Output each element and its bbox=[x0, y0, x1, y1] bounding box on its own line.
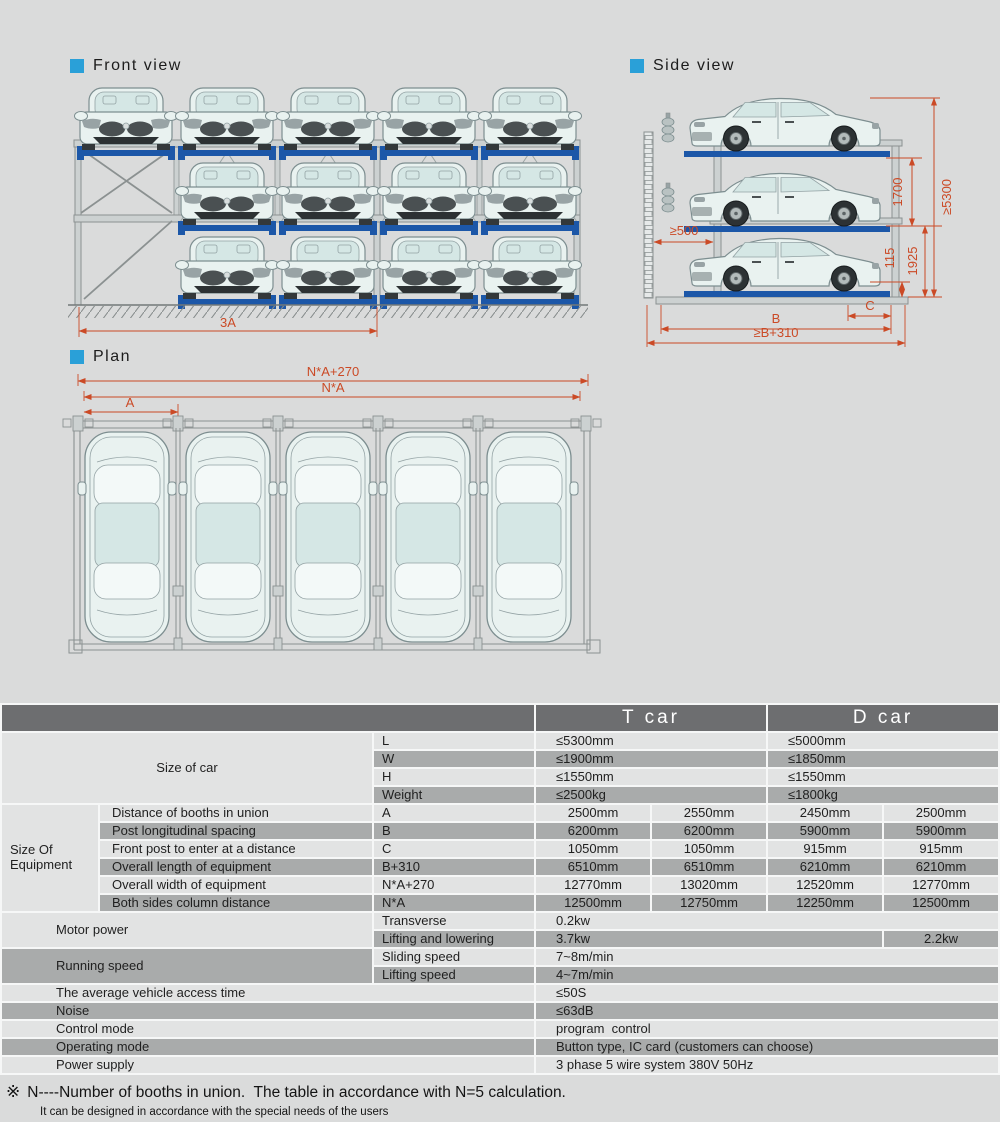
side-view-title: Side view bbox=[653, 57, 735, 74]
footnote-line1: N----Number of booths in union. The table in accordance with N=5 calculation. bbox=[27, 1084, 566, 1101]
dimension-label: 3A bbox=[220, 315, 236, 330]
car-front-view bbox=[479, 237, 582, 299]
car-front-view bbox=[378, 88, 481, 150]
t-car-value: ≤2500kg bbox=[536, 787, 766, 803]
dimension-label: A bbox=[125, 395, 135, 410]
car-front-view bbox=[479, 88, 582, 150]
car-front-view bbox=[176, 88, 279, 150]
plan-heading bbox=[70, 348, 131, 366]
d-car-value-2: 5900mm bbox=[884, 823, 998, 839]
t-car-value: ≤5300mm bbox=[536, 733, 766, 749]
t-car-value: ≤1550mm bbox=[536, 769, 766, 785]
row-label: Noise bbox=[2, 1003, 534, 1019]
d-car-value-2: 2.2kw bbox=[884, 931, 998, 947]
param-cell: Lifting speed bbox=[374, 967, 534, 983]
side-view-heading bbox=[630, 57, 735, 75]
header-empty-cell bbox=[2, 705, 534, 731]
d-car-value-2: 2500mm bbox=[884, 805, 998, 821]
dimension-label: ≥5300 bbox=[939, 178, 954, 216]
d-car-value-2: 12770mm bbox=[884, 877, 998, 893]
dimension-label: 115 bbox=[882, 247, 897, 269]
row-label: Operating mode bbox=[2, 1039, 534, 1055]
car-top-view bbox=[78, 432, 176, 642]
param-cell: L bbox=[374, 733, 534, 749]
header-t-car: T car bbox=[536, 705, 766, 731]
d-car-value: ≤5000mm bbox=[768, 733, 998, 749]
motor-power-label: Motor power bbox=[2, 913, 372, 947]
t-car-value-2: 12750mm bbox=[652, 895, 766, 911]
row-label: Control mode bbox=[2, 1021, 534, 1037]
t-car-value-1: 6200mm bbox=[536, 823, 650, 839]
value-cell: 0.2kw bbox=[536, 913, 998, 929]
value-cell: 3 phase 5 wire system 380V 50Hz bbox=[536, 1057, 998, 1073]
t-car-value-1: 6510mm bbox=[536, 859, 650, 875]
size-of-car-label: Size of car bbox=[2, 733, 372, 803]
car-front-view bbox=[277, 237, 380, 299]
param-cell: A bbox=[374, 805, 534, 821]
param-cell: H bbox=[374, 769, 534, 785]
front-view-drawing bbox=[68, 88, 588, 337]
legend-square-icon bbox=[630, 59, 644, 73]
d-car-value-2: 6210mm bbox=[884, 859, 998, 875]
size-of-equipment-label: Size Of Equipment bbox=[2, 805, 98, 911]
d-car-value-1: 5900mm bbox=[768, 823, 882, 839]
value-cell: 4~7m/min bbox=[536, 967, 998, 983]
car-front-view bbox=[378, 237, 481, 299]
value-cell: Button type, IC card (customers can choose) bbox=[536, 1039, 998, 1055]
d-car-value-1: 6210mm bbox=[768, 859, 882, 875]
d-car-value: ≤1850mm bbox=[768, 751, 998, 767]
plan-view-drawing bbox=[63, 364, 601, 653]
row-label: Power supply bbox=[2, 1057, 534, 1073]
d-car-value-1: 12250mm bbox=[768, 895, 882, 911]
d-car-value-1: 12520mm bbox=[768, 877, 882, 893]
footnote-line2: It can be designed in accordance with the special needs of the users bbox=[40, 1106, 389, 1118]
param-cell: W bbox=[374, 751, 534, 767]
footnote bbox=[6, 1082, 996, 1118]
dimension-label: N*A+270 bbox=[306, 364, 360, 379]
car-front-view bbox=[176, 237, 279, 299]
running-speed-label: Running speed bbox=[2, 949, 372, 983]
side-view-drawing bbox=[644, 98, 954, 347]
param-cell: Transverse bbox=[374, 913, 534, 929]
header-d-car: D car bbox=[768, 705, 998, 731]
t-car-value-2: 6200mm bbox=[652, 823, 766, 839]
dimension-label: 1925 bbox=[905, 246, 920, 276]
car-top-view bbox=[179, 432, 277, 642]
plan-title: Plan bbox=[93, 348, 132, 365]
dimension-label: ≥B+310 bbox=[753, 325, 799, 340]
value-cell: ≤63dB bbox=[536, 1003, 998, 1019]
dimension-label: 1700 bbox=[890, 177, 905, 207]
t-car-value-1: 1050mm bbox=[536, 841, 650, 857]
value-cell: ≤50S bbox=[536, 985, 998, 1001]
t-car-value-1: 12770mm bbox=[536, 877, 650, 893]
legend-square-icon bbox=[70, 350, 84, 364]
param-cell: N*A+270 bbox=[374, 877, 534, 893]
row-name: Post longitudinal spacing bbox=[100, 823, 372, 839]
param-cell: B bbox=[374, 823, 534, 839]
specification-table-wrap bbox=[0, 703, 1000, 1075]
d-car-value: ≤1800kg bbox=[768, 787, 998, 803]
car-side-view bbox=[690, 98, 880, 151]
t-car-value-2: 2550mm bbox=[652, 805, 766, 821]
t-car-value-2: 1050mm bbox=[652, 841, 766, 857]
front-view-title: Front view bbox=[93, 57, 182, 74]
dimension-label: N*A bbox=[321, 380, 345, 395]
param-cell: C bbox=[374, 841, 534, 857]
specification-table bbox=[0, 703, 1000, 1075]
d-car-value-1: 915mm bbox=[768, 841, 882, 857]
t-car-value-1: 12500mm bbox=[536, 895, 650, 911]
car-front-view bbox=[75, 88, 178, 150]
param-cell: Lifting and lowering bbox=[374, 931, 534, 947]
d-car-value: ≤1550mm bbox=[768, 769, 998, 785]
row-name: Front post to enter at a distance bbox=[100, 841, 372, 857]
t-car-value-1: 2500mm bbox=[536, 805, 650, 821]
d-car-value-2: 915mm bbox=[884, 841, 998, 857]
param-cell: Weight bbox=[374, 787, 534, 803]
param-cell: N*A bbox=[374, 895, 534, 911]
car-top-view bbox=[379, 432, 477, 642]
car-front-view bbox=[277, 163, 380, 225]
d-car-value-2: 12500mm bbox=[884, 895, 998, 911]
car-top-view bbox=[279, 432, 377, 642]
param-cell: Sliding speed bbox=[374, 949, 534, 965]
car-front-view bbox=[176, 163, 279, 225]
value-cell: 3.7kw bbox=[536, 931, 882, 947]
front-view-heading bbox=[70, 57, 182, 75]
t-car-value: ≤1900mm bbox=[536, 751, 766, 767]
value-cell: 7~8m/min bbox=[536, 949, 998, 965]
car-front-view bbox=[479, 163, 582, 225]
d-car-value-1: 2450mm bbox=[768, 805, 882, 821]
row-name: Both sides column distance bbox=[100, 895, 372, 911]
reference-mark-icon: ※ bbox=[6, 1082, 21, 1101]
row-name: Distance of booths in union bbox=[100, 805, 372, 821]
car-front-view bbox=[277, 88, 380, 150]
value-cell: program control bbox=[536, 1021, 998, 1037]
row-name: Overall width of equipment bbox=[100, 877, 372, 893]
car-top-view bbox=[480, 432, 578, 642]
car-front-view bbox=[378, 163, 481, 225]
t-car-value-2: 6510mm bbox=[652, 859, 766, 875]
row-label: The average vehicle access time bbox=[2, 985, 534, 1001]
param-cell: B+310 bbox=[374, 859, 534, 875]
dimension-label: B bbox=[771, 311, 781, 326]
t-car-value-2: 13020mm bbox=[652, 877, 766, 893]
row-name: Overall length of equipment bbox=[100, 859, 372, 875]
legend-square-icon bbox=[70, 59, 84, 73]
dimension-label: ≥500 bbox=[669, 223, 699, 238]
dimension-label: C bbox=[865, 298, 875, 313]
